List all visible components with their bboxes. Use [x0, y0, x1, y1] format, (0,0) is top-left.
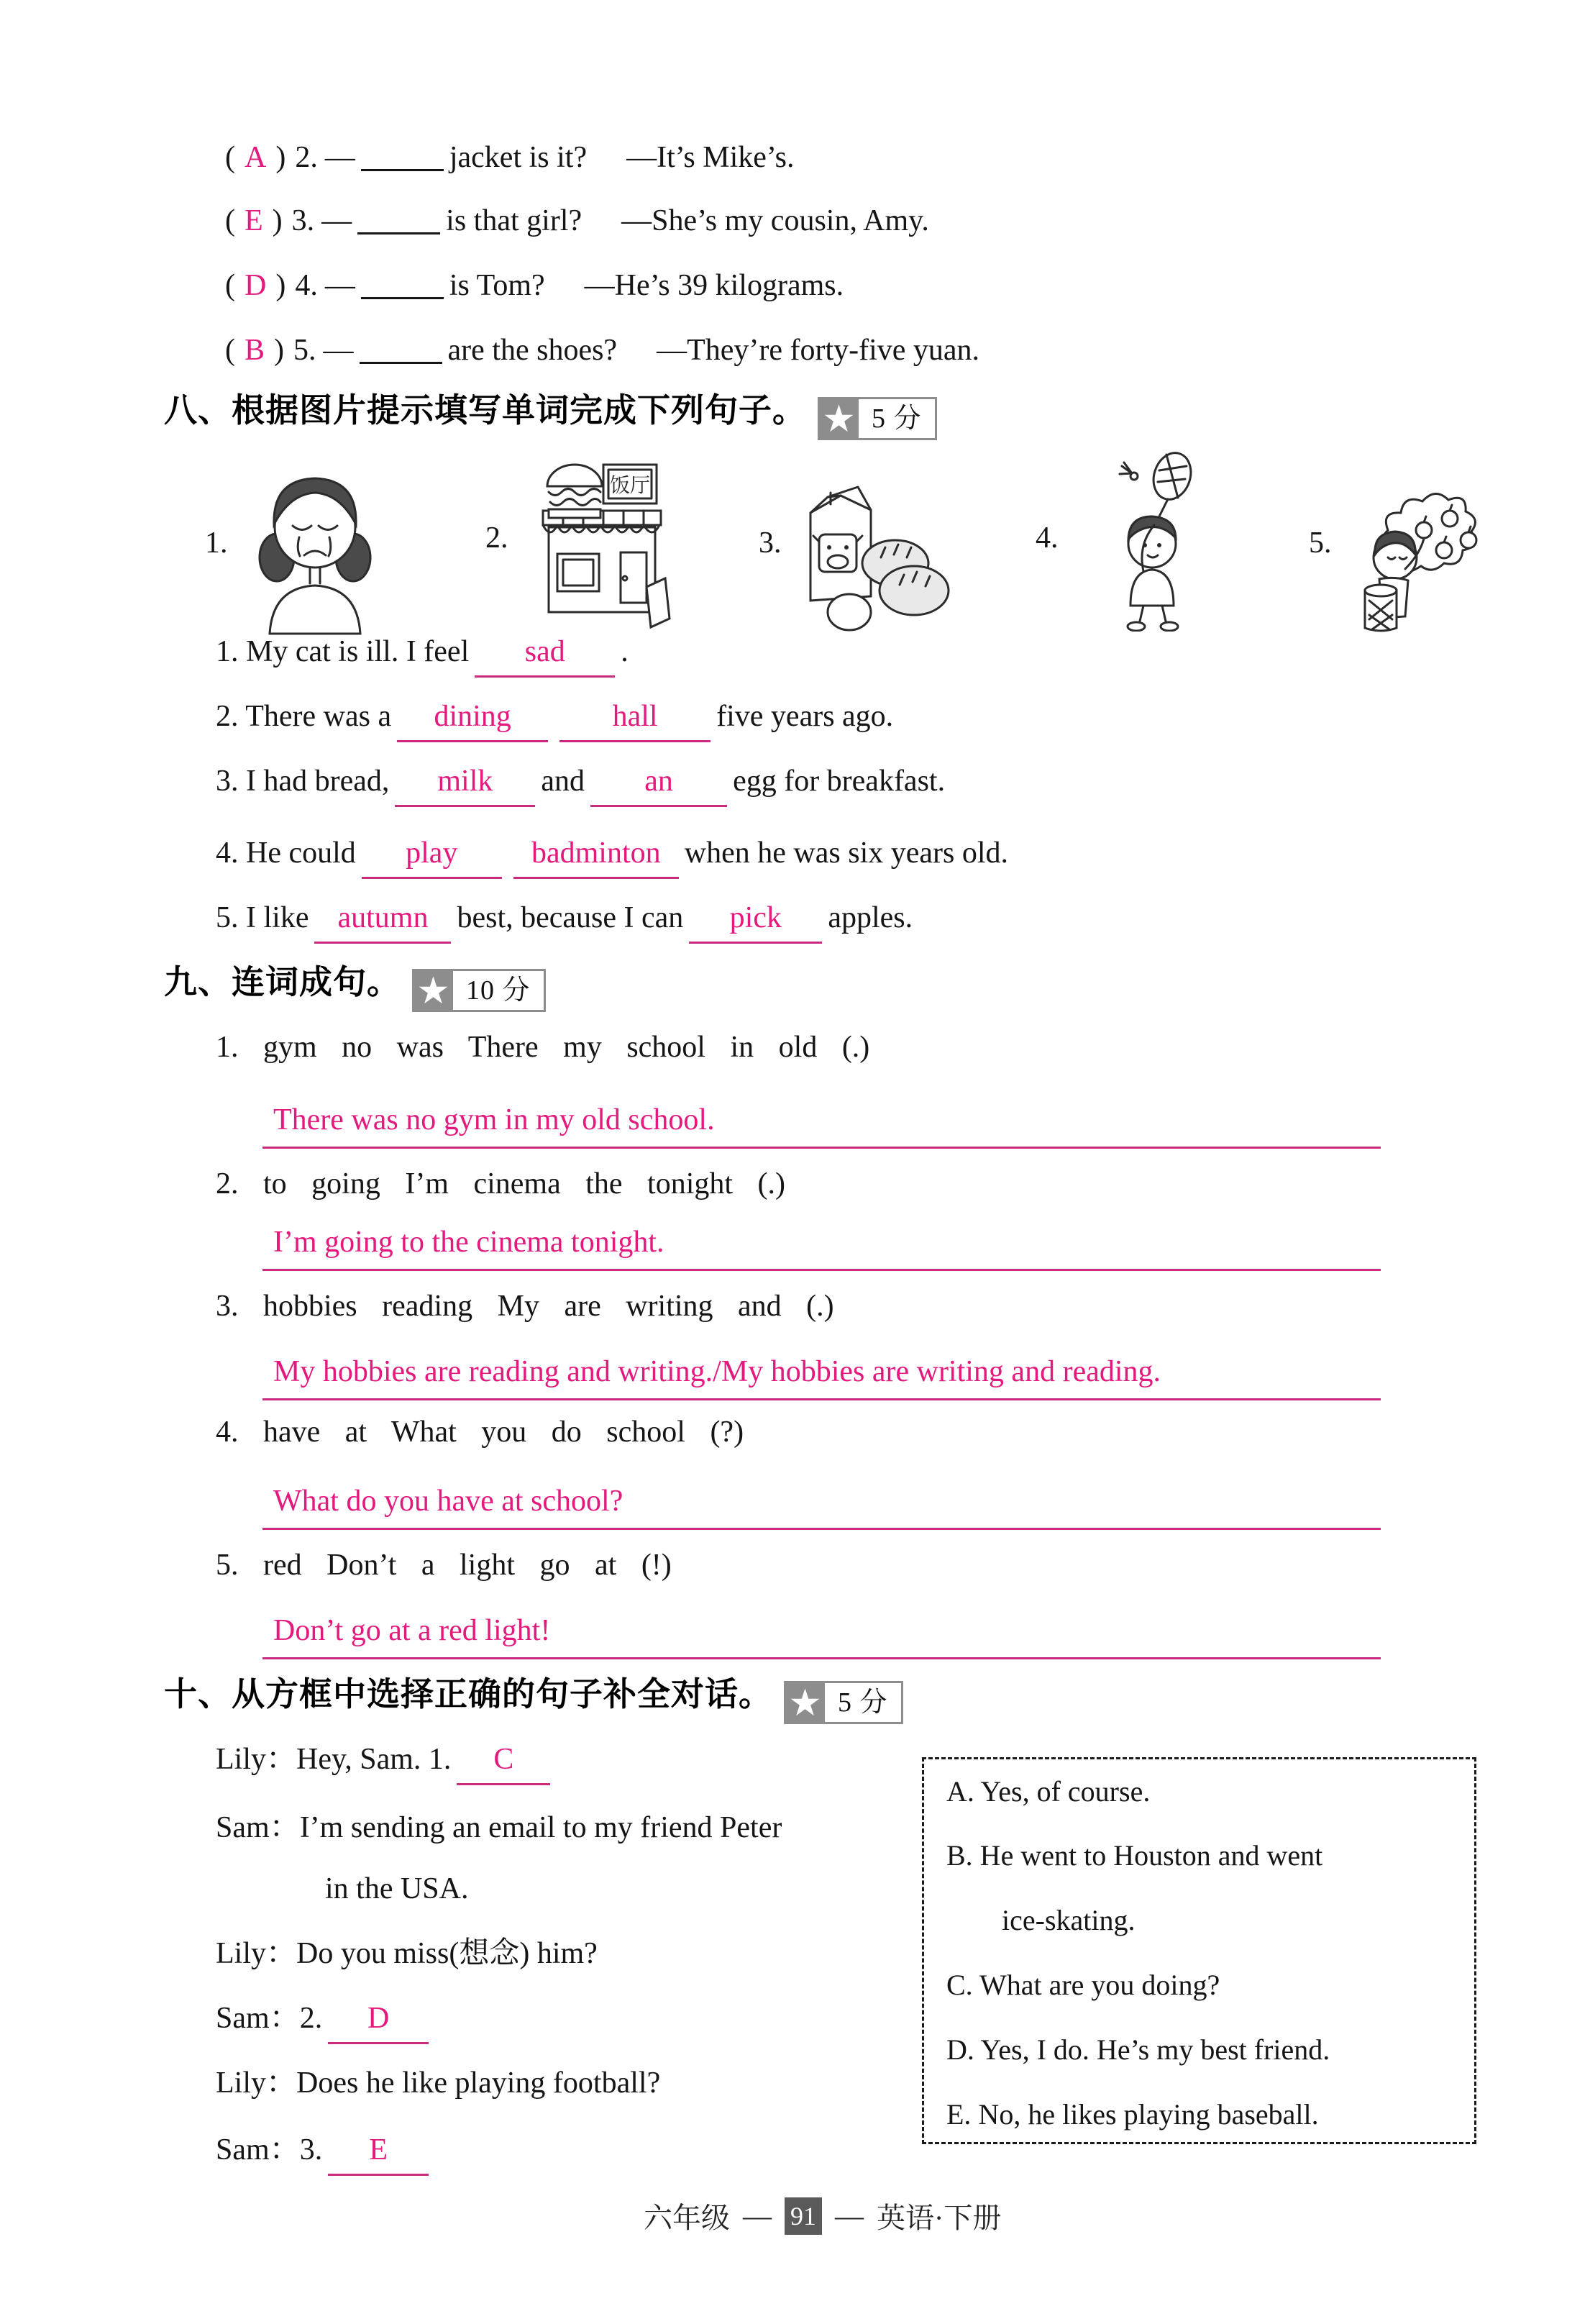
- dash: —: [323, 334, 354, 367]
- section8-title: 八、根据图片提示填写单词完成下列句子。: [164, 391, 806, 429]
- sentence-text: best, because I can: [457, 901, 684, 934]
- open-paren: (: [225, 334, 235, 367]
- matching-answer: D: [245, 269, 267, 302]
- answer-blank: E: [328, 2129, 429, 2176]
- picture-number: 4.: [1036, 521, 1059, 555]
- sentence-text: 4. He could: [216, 837, 356, 870]
- rearrange-answer: Don’t go at a red light!: [262, 1611, 1381, 1659]
- rearrange-answer: There was no gym in my old school.: [262, 1101, 1381, 1149]
- open-paren: (: [225, 269, 235, 302]
- option-e: E. No, he likes playing baseball.: [946, 2098, 1319, 2131]
- sentence-text: five years ago.: [716, 700, 894, 733]
- answer-blank: C: [457, 1739, 550, 1785]
- dash: —: [324, 141, 355, 174]
- fill-sentence: [216, 696, 893, 742]
- fill-sentence: [216, 631, 629, 678]
- close-paren: ): [275, 141, 286, 174]
- dash: —: [324, 269, 355, 302]
- picture-number: 5.: [1309, 527, 1332, 560]
- rearrange-words: 4. have at What you do school (?): [216, 1416, 744, 1449]
- star-icon: ★: [414, 971, 453, 1010]
- rearrange-answer: My hobbies are reading and writing./My hobbies are writing and reading.: [262, 1352, 1381, 1400]
- score-badge: [818, 397, 937, 440]
- question-text: is Tom?: [449, 269, 545, 302]
- page-footer: [644, 2195, 1001, 2236]
- options-box: [922, 1757, 1476, 2144]
- page-number: 91: [785, 2197, 822, 2235]
- dialogue-line: [216, 1807, 782, 1849]
- score-badge: [412, 969, 546, 1012]
- open-paren: (: [225, 204, 235, 237]
- score-badge: [784, 1681, 903, 1724]
- picture-number: 2.: [485, 521, 508, 555]
- answer-blank: pick: [689, 897, 822, 944]
- speaker: Sam: [216, 2002, 270, 2035]
- colon: ：: [269, 2002, 300, 2035]
- close-paren: ): [275, 269, 286, 302]
- sentence-text: 3. I had bread,: [216, 765, 390, 798]
- picture-item: [1036, 445, 1228, 632]
- sentence-text: .: [621, 635, 629, 668]
- restaurant-sign-text: 饭厅: [609, 475, 650, 497]
- matching-row: [216, 265, 844, 306]
- star-icon: ★: [786, 1683, 825, 1722]
- colon: ：: [269, 1811, 300, 1844]
- rearrange-answer: I’m going to the cinema tonight.: [262, 1223, 1381, 1271]
- fill-sentence: [216, 760, 945, 807]
- sentence-text: apples.: [828, 901, 913, 934]
- answer-blank: autumn: [314, 897, 451, 944]
- reply-text: —They’re forty-five yuan.: [657, 334, 980, 367]
- option-b-continuation: ice-skating.: [1002, 1904, 1136, 1936]
- crying-girl-image: [232, 450, 398, 637]
- picture-number: 3.: [759, 527, 782, 560]
- picture-item: [759, 450, 951, 637]
- answer-blank: [357, 228, 440, 234]
- reply-text: —It’s Mike’s.: [626, 141, 795, 174]
- speaker: Lily: [216, 1743, 266, 1776]
- close-paren: ): [272, 204, 283, 237]
- answer-blank: badminton: [513, 832, 679, 879]
- rearrange-words: 5. red Don’t a light go at (!): [216, 1549, 672, 1582]
- matching-row: [216, 137, 794, 178]
- reply-text: —He’s 39 kilograms.: [584, 269, 844, 302]
- dialogue-line: [216, 1997, 434, 2044]
- section10-title: 十、从方框中选择正确的句子补全对话。: [164, 1675, 772, 1713]
- fill-sentence: [216, 832, 1008, 879]
- speaker: Lily: [216, 1937, 266, 1970]
- dialogue-line: [216, 1933, 598, 1974]
- picture-number: 1.: [205, 527, 228, 560]
- item-number: 3.: [291, 204, 315, 237]
- answer-blank: [361, 165, 444, 171]
- sentence-text: 5. I like: [216, 901, 309, 934]
- footer-dash: —: [743, 2200, 772, 2232]
- milk-bread-egg-image: [786, 450, 951, 637]
- colon: ：: [266, 1937, 297, 1970]
- option-c: C. What are you doing?: [946, 1969, 1220, 2001]
- section8-header: [164, 388, 937, 440]
- colon: ：: [266, 1743, 297, 1776]
- rearrange-words: 2. to going I’m cinema the tonight (.): [216, 1167, 786, 1200]
- dash: —: [321, 204, 352, 237]
- dialogue-text: 2.: [299, 2002, 323, 2035]
- answer-blank: milk: [395, 760, 535, 807]
- dialogue-text: Do you miss(想念) him?: [296, 1937, 598, 1970]
- fill-sentence: [216, 897, 913, 944]
- section9-header: [164, 960, 546, 1012]
- footer-subject: 英语·下册: [877, 2202, 1002, 2234]
- option-a: A. Yes, of course.: [946, 1775, 1151, 1808]
- matching-row: [216, 200, 929, 242]
- sentence-text: 1. My cat is ill. I feel: [216, 635, 470, 668]
- answer-blank: D: [328, 1997, 429, 2044]
- colon: ：: [269, 2133, 300, 2166]
- pick-apples-image: [1336, 450, 1502, 637]
- answer-blank: [361, 293, 444, 299]
- sentence-text: and: [541, 765, 585, 798]
- item-number: 2.: [295, 141, 318, 174]
- reply-text: —She’s my cousin, Amy.: [621, 204, 929, 237]
- score-text: 10 分: [466, 975, 531, 1006]
- answer-blank: an: [590, 760, 727, 807]
- picture-item: [205, 450, 398, 637]
- sentence-text: when he was six years old.: [684, 837, 1009, 870]
- answer-blank: [360, 357, 442, 364]
- question-text: is that girl?: [446, 204, 582, 237]
- colon: ：: [266, 2066, 297, 2100]
- dining-hall-image: [513, 445, 678, 632]
- rearrange-words: 3. hobbies reading My are writing and (.): [216, 1290, 834, 1323]
- answer-blank: play: [362, 832, 502, 879]
- dialogue-text: Does he like playing football?: [296, 2066, 661, 2100]
- sentence-text: 2. There was a: [216, 700, 392, 733]
- dialogue-text: I’m sending an email to my friend Peter: [299, 1811, 782, 1844]
- open-paren: (: [225, 141, 235, 174]
- speaker: Sam: [216, 1811, 270, 1844]
- option-d: D. Yes, I do. He’s my best friend.: [946, 2033, 1330, 2066]
- question-text: are the shoes?: [447, 334, 618, 367]
- answer-blank: dining: [397, 696, 548, 742]
- dialogue-text: in the USA.: [325, 1872, 469, 1905]
- matching-row: [216, 329, 979, 371]
- answer-blank: sad: [475, 631, 615, 678]
- speaker: Sam: [216, 2133, 270, 2166]
- dialogue-text: Hey, Sam. 1.: [296, 1743, 452, 1776]
- dialogue-text: 3.: [299, 2133, 323, 2166]
- dialogue-line: [216, 1739, 556, 1785]
- picture-item: [485, 445, 678, 632]
- option-b: B. He went to Houston and went: [946, 1839, 1323, 1872]
- rearrange-words: 1. gym no was There my school in old (.): [216, 1031, 870, 1064]
- question-text: jacket is it?: [449, 141, 588, 174]
- footer-grade: 六年级: [644, 2202, 730, 2234]
- rearrange-answer: What do you have at school?: [262, 1482, 1381, 1530]
- dialogue-line: [216, 2129, 434, 2176]
- section9-title: 九、连词成句。: [164, 963, 401, 1001]
- speaker: Lily: [216, 2066, 266, 2100]
- item-number: 4.: [295, 269, 318, 302]
- matching-answer: B: [245, 334, 265, 367]
- play-badminton-image: [1063, 445, 1228, 632]
- footer-dash: —: [835, 2200, 864, 2232]
- score-text: 5 分: [872, 404, 922, 434]
- close-paren: ): [274, 334, 285, 367]
- matching-answer: A: [245, 141, 267, 174]
- dialogue-continuation: [325, 1868, 469, 1910]
- star-icon: ★: [820, 399, 859, 438]
- answer-blank: hall: [559, 696, 711, 742]
- score-text: 5 分: [838, 1687, 888, 1718]
- sentence-text: egg for breakfast.: [733, 765, 946, 798]
- item-number: 5.: [293, 334, 316, 367]
- section10-header: [164, 1672, 903, 1724]
- picture-item: [1309, 450, 1502, 637]
- matching-answer: E: [245, 204, 263, 237]
- dialogue-line: [216, 2062, 660, 2104]
